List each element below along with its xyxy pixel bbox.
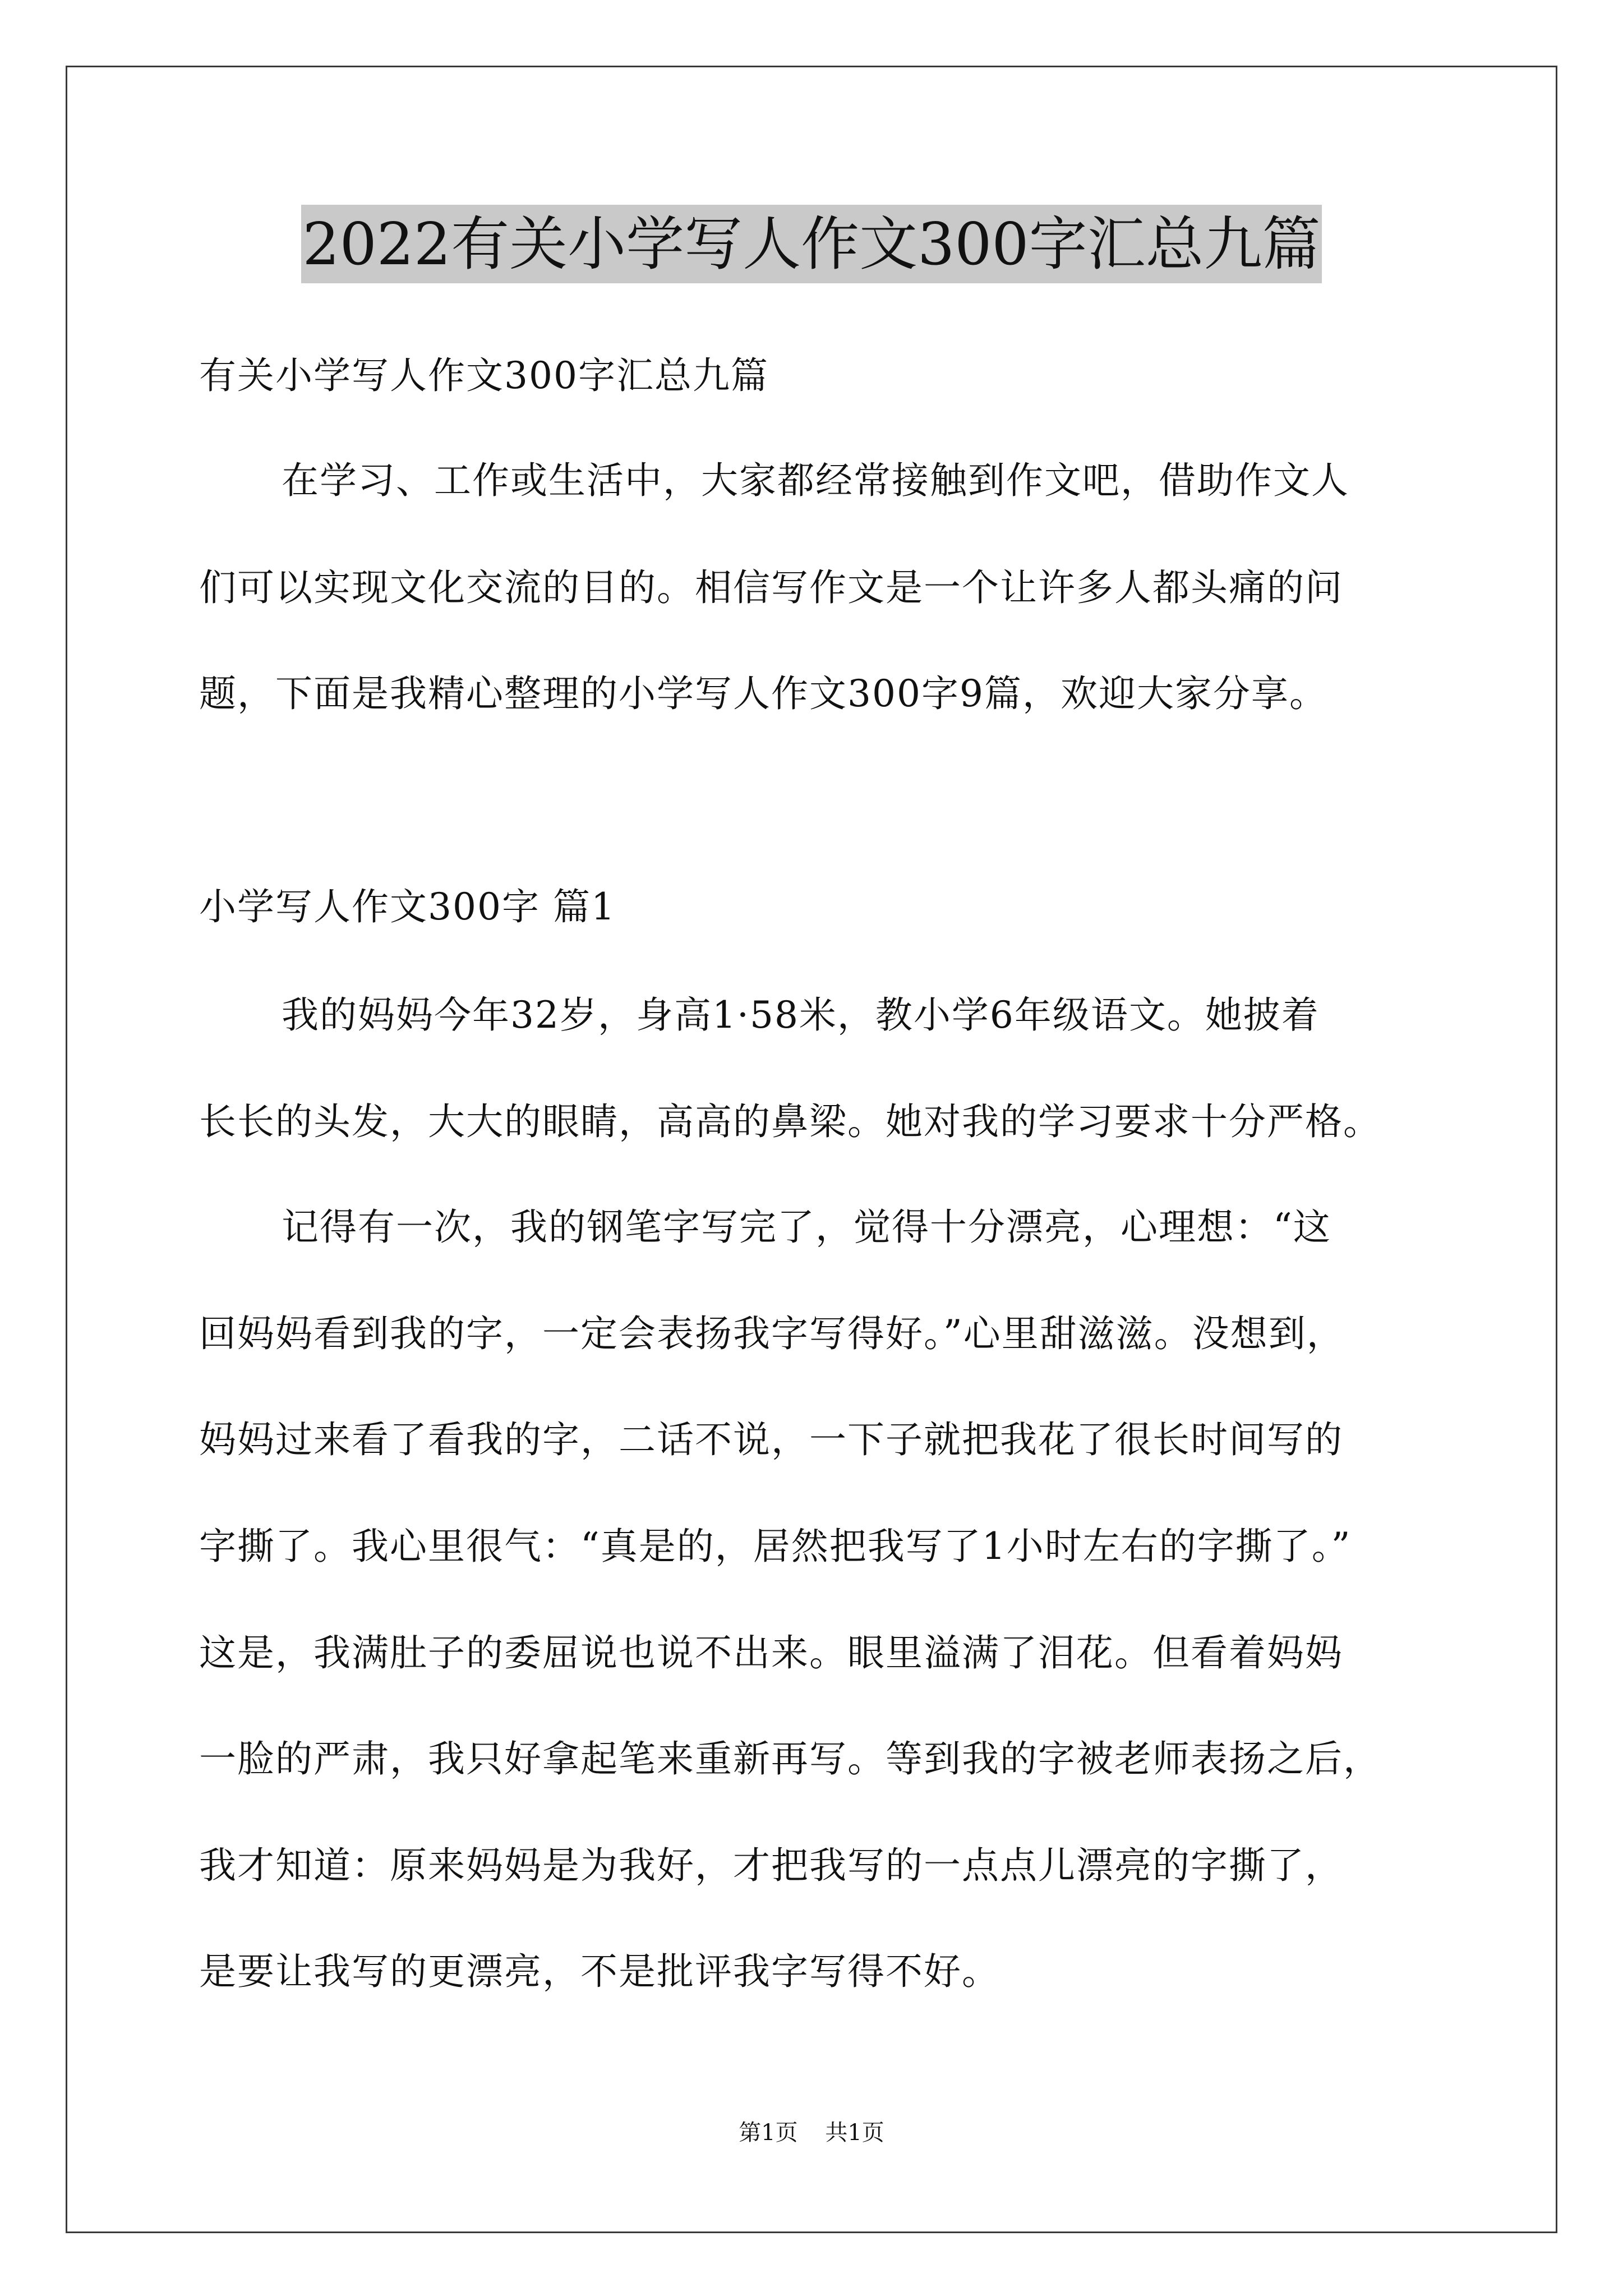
body-line: 妈妈过来看了看我的字，二话不说，一下子就把我花了很长时间写的 (199, 1418, 1343, 1461)
body-line: 我才知道：原来妈妈是为我好，才把我写的一点点儿漂亮的字撕了， (199, 1844, 1343, 1887)
page-number: 第1页 (739, 2120, 798, 2146)
intro-line: 们可以实现文化交流的目的。相信写作文是一个让许多人都头痛的问 (199, 566, 1343, 609)
page-total: 共1页 (825, 2120, 884, 2146)
body-line: 一脸的严肃，我只好拿起笔来重新再写。等到我的字被老师表扬之后， (199, 1737, 1381, 1780)
body-line: 我的妈妈今年32岁，身高1·58米，教小学6年级语文。她披着 (282, 993, 1320, 1037)
body-line: 字撕了。我心里很气：“真是的，居然把我写了1小时左右的字撕了。” (199, 1525, 1352, 1568)
body-line: 是要让我写的更漂亮，不是批评我字写得不好。 (199, 1950, 1000, 1993)
body-line: 长长的头发，大大的眼睛，高高的鼻梁。她对我的学习要求十分严格。 (199, 1100, 1381, 1143)
intro-line: 在学习、工作或生活中，大家都经常接触到作文吧，借助作文人 (282, 459, 1349, 502)
subtitle: 有关小学写人作文300字汇总九篇 (199, 354, 769, 397)
body-line: 这是，我满肚子的委屈说也说不出来。眼里溢满了泪花。但看着妈妈 (199, 1631, 1343, 1674)
page-footer (0, 2116, 1623, 2150)
section-heading: 小学写人作文300字 篇1 (199, 885, 616, 928)
intro-line: 题，下面是我精心整理的小学写人作文300字9篇，欢迎大家分享。 (199, 672, 1327, 715)
document-title: 2022有关小学写人作文300字汇总九篇 (301, 205, 1321, 283)
body-line: 记得有一次，我的钢笔字写完了，觉得十分漂亮，心理想：“这 (282, 1205, 1331, 1249)
title-container (0, 205, 1623, 283)
body-line: 回妈妈看到我的字，一定会表扬我字写得好。”心里甜滋滋。没想到， (199, 1312, 1345, 1355)
